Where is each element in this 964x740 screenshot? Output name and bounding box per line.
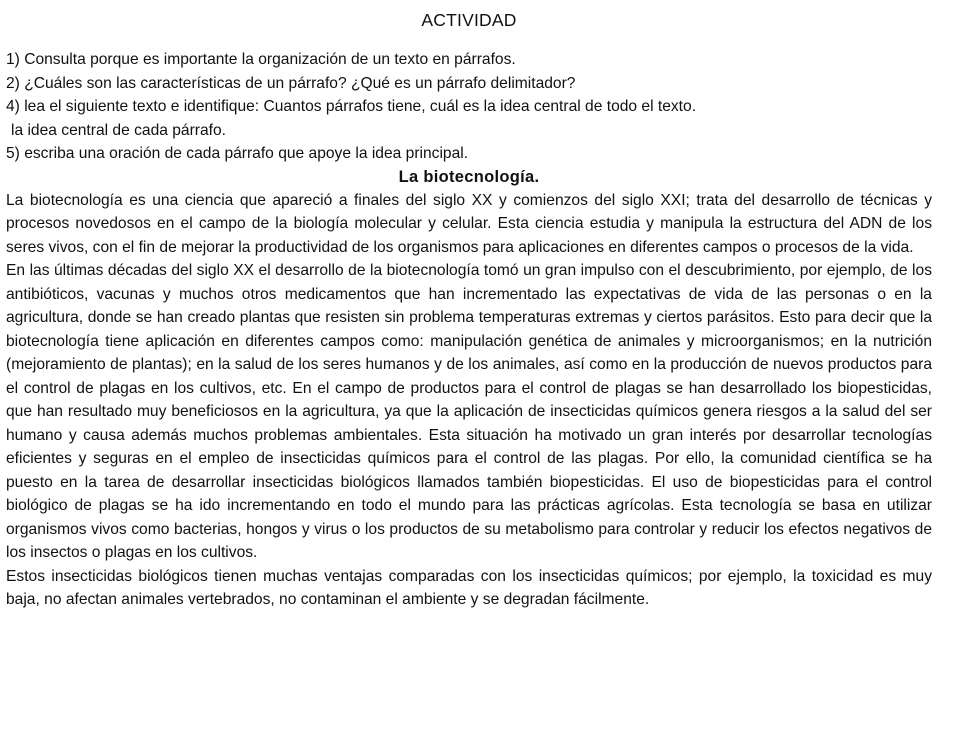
text-title: La biotecnología. — [398, 167, 540, 186]
paragraph: Estos insecticidas biológicos tienen muchas ventajas comparadas con los insecticidas químicos; por ejemplo, la toxicidad es muy baja, no afectan animales vertebrados, no contaminan el ambiente y se degradan fácilmente. — [6, 567, 932, 608]
question-item: 2) ¿Cuáles son las características de un párrafo? ¿Qué es un párrafo delimitador? — [6, 74, 576, 92]
paragraph: En las últimas décadas del siglo XX el desarrollo de la biotecnología tomó un gran impulso con el descubrimiento, por ejemplo, de los antibióticos, vacunas y muchos otros medicamentos que han incrementado las expectativas de vida de las personas o en la agricultura, donde se han creado plantas que resisten sin problema temperaturas extremas y ciertos parásitos. Esto para decir que la biotecnología tiene aplicación en diferentes campos como: manipulación genética de animales y microorganismos; en la nutrición (mejoramiento de plantas); en la salud de los seres humanos y de los animales, así como en la producción de nuevos productos para el control de plagas en los cultivos, etc. En el campo de productos para el control de plagas se han desarrollado los biopesticidas, que han resultado muy beneficiosos en la agricultura, ya que la aplicación de insecticidas químicos genera riesgos a la salud del ser humano y causa además muchos problemas ambientales. Esta situación ha motivado un gran interés por desarrollar tecnologías eficientes y seguras en el empleo de insecticidas químicos para el control de las plagas. Por ello, la comunidad científica se ha puesto en la tarea de desarrollar insecticidas biológicos llamados también biopesticidas. El uso de biopesticidas para el control biológico de plagas se ha ido incrementando en todo el mundo para las prácticas agrícolas. Esta tecnología se basa en utilizar organismos vivos como bacterias, hongos y virus o los productos de su metabolismo para controlar y reducir los efectos negativos de los insectos o plagas en los cultivos. — [6, 262, 932, 561]
question-list — [6, 48, 932, 166]
question-item: la idea central de cada párrafo. — [11, 121, 226, 139]
paragraph: La biotecnología es una ciencia que apareció a finales del siglo XX y comienzos del siglo XXI; trata del desarrollo de técnicas y procesos novedosos en el campo de la biología molecular y celular. Esta ciencia estudia y manipula la estructura del ADN de los seres vivos, con el fin de mejorar la productividad de los organismos para aplicaciones en diferentes campos o procesos de la vida. — [6, 191, 932, 256]
question-item: 4) lea el siguiente texto e identifique: Cuantos párrafos tiene, cuál es la idea central de todo el texto. — [6, 98, 697, 115]
question-item: 5) escriba una oración de cada párrafo que apoye la idea principal. — [6, 145, 469, 162]
activity-heading: ACTIVIDAD — [421, 10, 517, 30]
question-item: 1) Consulta porque es importante la organización de un texto en párrafos. — [6, 51, 516, 68]
